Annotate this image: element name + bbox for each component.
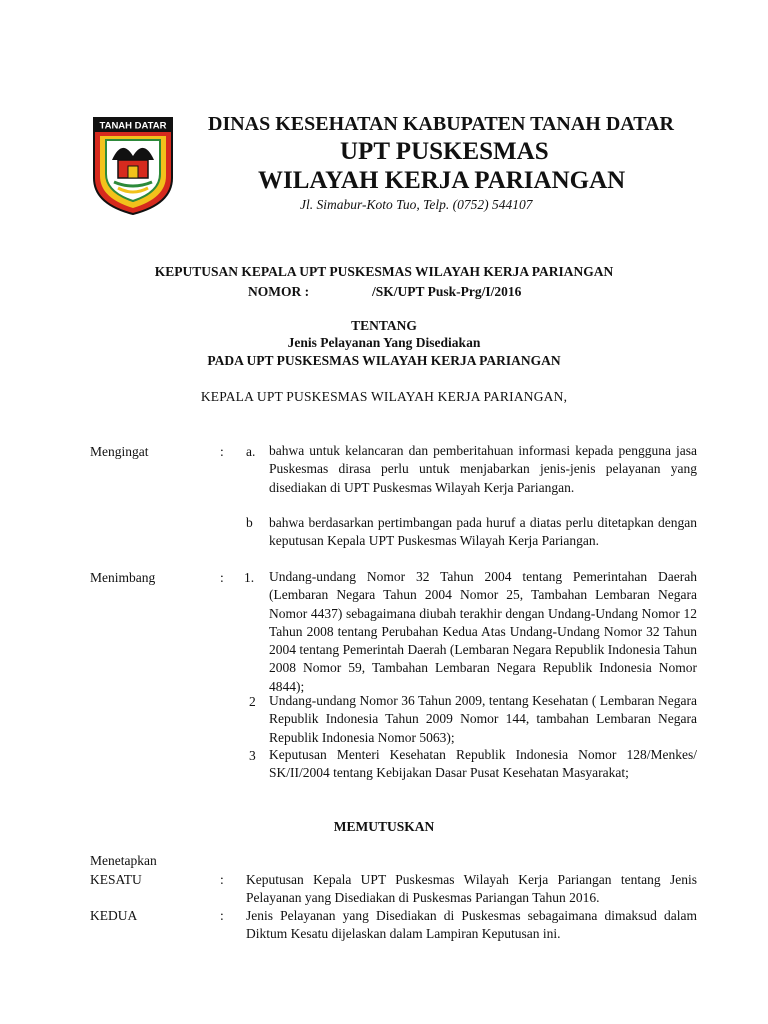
list-item-text: Undang-undang Nomor 36 Tahun 2009, tentang Kesehatan ( Lembaran Negara Republik Indonesia Tahun 2009 Nomor 144, tambahan Lembaran Negara Republik Indonesia Nomor 5063); bbox=[269, 693, 697, 745]
menimbang-colon: : bbox=[220, 570, 224, 585]
decree-issuer: KEPALA UPT PUSKESMAS WILAYAH KERJA PARIANGAN, bbox=[200, 389, 568, 404]
kedua-label: KEDUA bbox=[90, 908, 138, 923]
address-line: Jl. Simabur-Koto Tuo, Telp. (0752) 544107 bbox=[300, 197, 533, 212]
kesatu-text: Keputusan Kepala UPT Puskesmas Wilayah Kerja Pariangan tentang Jenis Pelayanan yang Disediakan di Puskesmas Pariangan Tahun 2016. bbox=[246, 872, 697, 906]
unit-area: WILAYAH KERJA PARIANGAN bbox=[258, 167, 626, 194]
tanah-datar-emblem bbox=[92, 116, 174, 216]
emblem-label: TANAH DATAR bbox=[99, 120, 167, 132]
decree-number-value: /SK/UPT Pusk-Prg/I/2016 bbox=[372, 284, 522, 299]
mengingat-colon: : bbox=[220, 444, 224, 459]
list-marker: b bbox=[246, 515, 253, 530]
decision-heading: MEMUTUSKAN bbox=[333, 819, 435, 834]
menimbang-label: Menimbang bbox=[90, 570, 156, 585]
list-item-text: Undang-undang Nomor 32 Tahun 2004 tentang Pemerintahan Daerah (Lembaran Negara Tahun 2004 Nomor 25, Tambahan Lembaran Negara Nomor 4437) sebagaimana diubah terakhir dengan Undang-Undang Nomor 12 Tahun 2008 tentang Perubahan Kedua Atas Undang-Undang Nomor 32 Tahun 2004 tentang Pemerintah Daerah (Lembaran Negara Republik Indonesia Tahun 2008 Nomor 59, Tambahan Lembaran Negara Republik Indonesia Nomor 4844); bbox=[269, 569, 697, 694]
kedua-text: Jenis Pelayanan yang Disediakan di Puskesmas sebagaimana dimaksud dalam Diktum Kesatu dijelaskan dalam Lampiran Keputusan ini. bbox=[246, 908, 697, 942]
unit-name: UPT PUSKESMAS bbox=[340, 138, 549, 165]
decree-about-heading: TENTANG bbox=[351, 318, 417, 333]
decree-number-label: NOMOR : bbox=[248, 284, 310, 299]
kedua-colon: : bbox=[220, 908, 224, 923]
decree-subject-line1: Jenis Pelayanan Yang Disediakan bbox=[287, 335, 481, 350]
list-item-text: bahwa berdasarkan pertimbangan pada huruf a diatas perlu ditetapkan dengan keputusan Kepala UPT Puskesmas Wilayah Kerja Pariangan. bbox=[269, 515, 697, 549]
list-marker: 1. bbox=[244, 570, 255, 585]
mengingat-label: Mengingat bbox=[90, 444, 149, 459]
decree-title: KEPUTUSAN KEPALA UPT PUSKESMAS WILAYAH KERJA PARIANGAN bbox=[154, 264, 614, 279]
list-marker: 2 bbox=[249, 694, 256, 709]
list-marker: 3 bbox=[249, 748, 256, 763]
list-item-text: bahwa untuk kelancaran dan pemberitahuan informasi kepada pengguna jasa Puskesmas dirasa perlu untuk menjabarkan jenis-jenis pelayanan yang disediakan di UPT Puskesmas Wilayah Kerja Pariangan. bbox=[269, 443, 697, 495]
kesatu-colon: : bbox=[220, 872, 224, 887]
menetapkan-label: Menetapkan bbox=[90, 853, 157, 868]
kesatu-label: KESATU bbox=[90, 872, 142, 887]
decree-subject-line2: PADA UPT PUSKESMAS WILAYAH KERJA PARIANGAN bbox=[207, 353, 561, 368]
list-item-text: Keputusan Menteri Kesehatan Republik Indonesia Nomor 128/Menkes/ SK/II/2004 tentang Kebijakan Dasar Pusat Kesehatan Masyarakat; bbox=[269, 747, 697, 781]
list-marker: a. bbox=[246, 444, 256, 459]
agency-name: DINAS KESEHATAN KABUPATEN TANAH DATAR bbox=[208, 113, 674, 135]
